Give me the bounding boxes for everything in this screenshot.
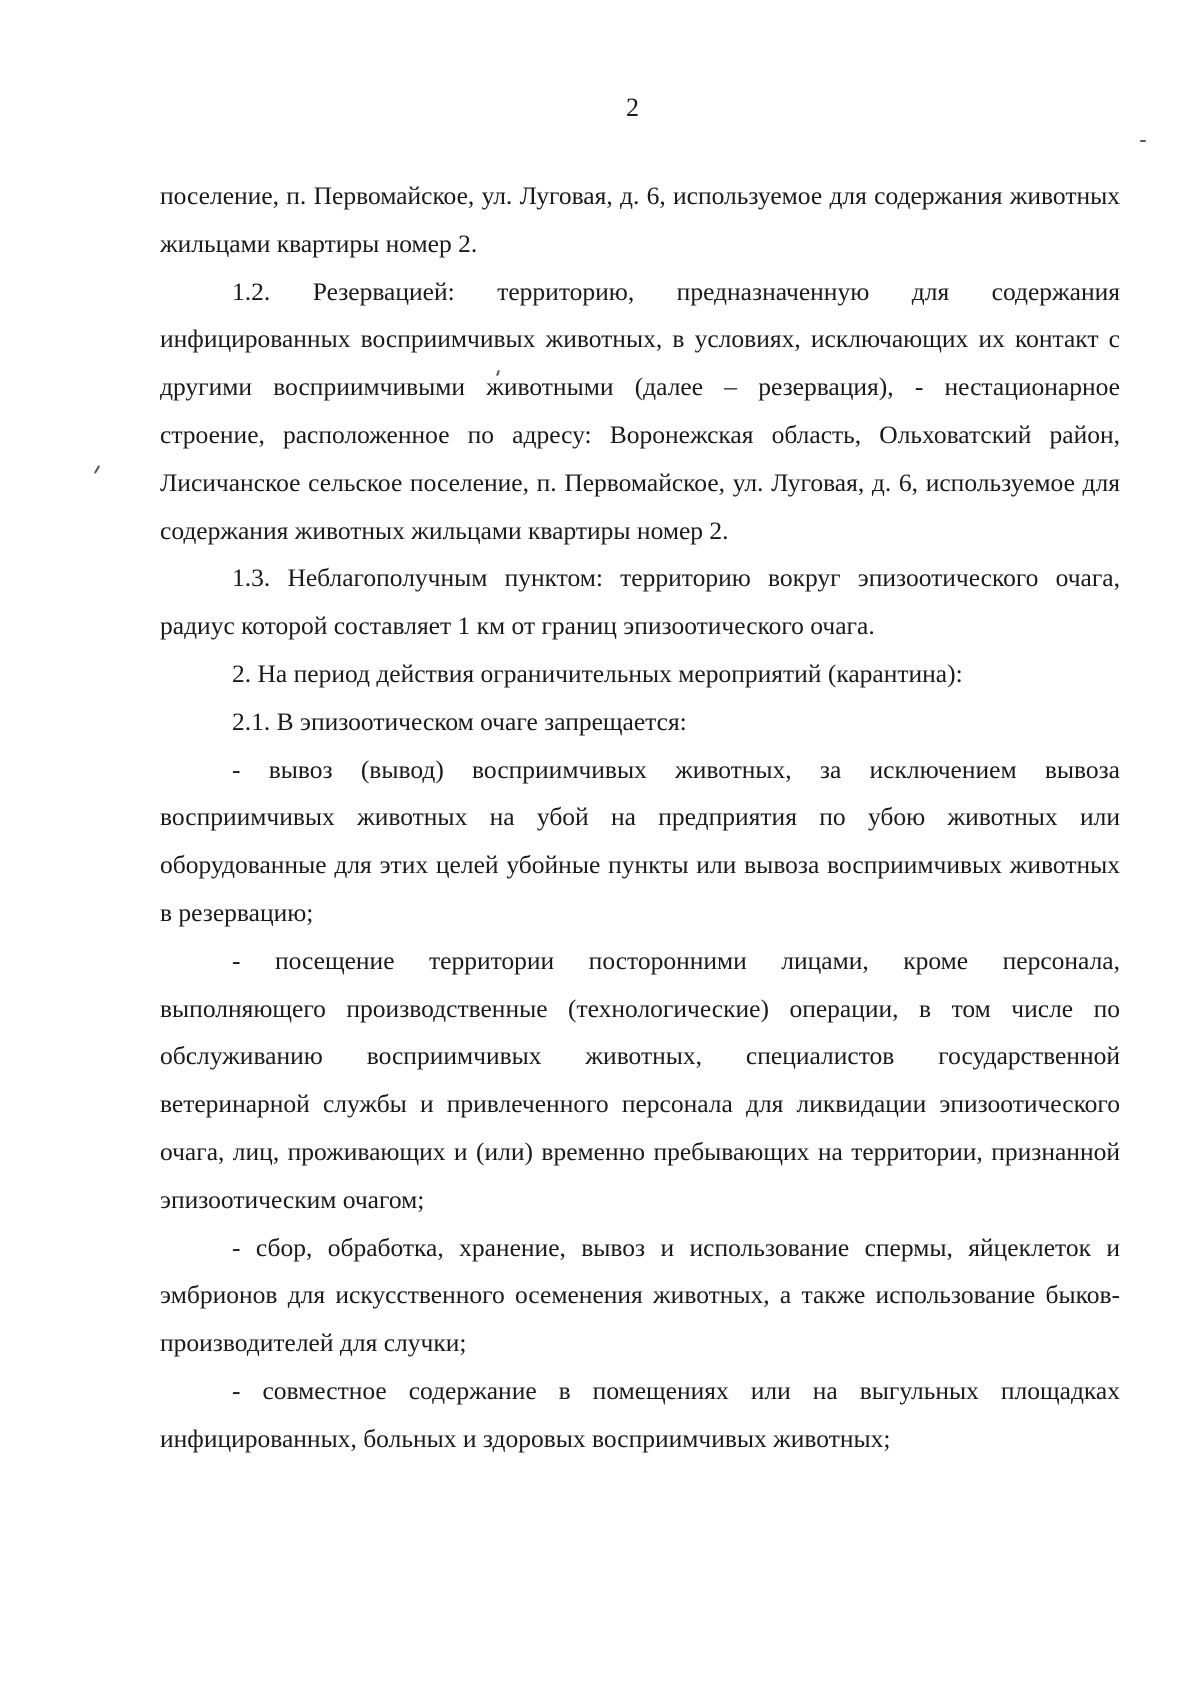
paragraph-1-2-reservation: 1.2. Резервацией: территорию, предназначенную для содержания инфицированных восприимчивых животных, в условиях, исключающих их контакт с другими восприимчивыми животными (далее – резервация), - нестационарное строение, расположенное по адресу: Воронежская область, Ольховатский район, Лисичанское сельское поселение, п. Первомайское, ул. Луговая, д. 6, используемое для содержания животных жильцами квартиры номер 2.: [160, 276, 1120, 545]
list-item-visit-ban: - посещение территории посторонними лицами, кроме персонала, выполняющего производственные (технологические) операции, в том числе по обслуживанию восприимчивых животных, специалистов государственной ветеринарной службы и привлеченного персонала для ликвидации эпизоотического очага, лиц, проживающих и (или) временно пребывающих на территории, признанной эпизоотическим очагом;: [160, 945, 1120, 1214]
list-item-export-ban: - вывоз (вывод) восприимчивых животных, за исключением вывоза восприимчивых животных на убой на предприятия по убою животных или оборудованные для этих целей убойные пункты или вывоза восприимчивых животных в резервацию;: [160, 754, 1120, 927]
paragraph-2-1-prohibitions: 2.1. В эпизоотическом очаге запрещается:: [232, 706, 687, 736]
list-item-joint-keeping-ban: - совместное содержание в помещениях или на выгульных площадках инфицированных, больных и здоровых восприимчивых животных;: [160, 1375, 1120, 1453]
paragraph-1-3-unfavorable-point: 1.3. Неблагополучным пунктом: территорию вокруг эпизоотического очага, радиус которой составляет 1 км от границ эпизоотического очага.: [160, 563, 1120, 641]
paragraph-2-quarantine-period: 2. На период действия ограничительных мероприятий (карантина):: [232, 658, 963, 688]
scan-artifact: [94, 465, 100, 474]
list-item-semen-ban: - сбор, обработка, хранение, вывоз и использование спермы, яйцеклеток и эмбрионов для искусственного осеменения животных, а также использование быков-производителей для случки;: [160, 1232, 1120, 1358]
page-number: 2: [626, 93, 639, 122]
scan-artifact: [1140, 140, 1146, 142]
document-body: [160, 172, 1120, 1463]
paragraph-continuation: поселение, п. Первомайское, ул. Луговая, д. 6, используемое для содержания животных жильцами квартиры номер 2.: [160, 181, 1120, 258]
